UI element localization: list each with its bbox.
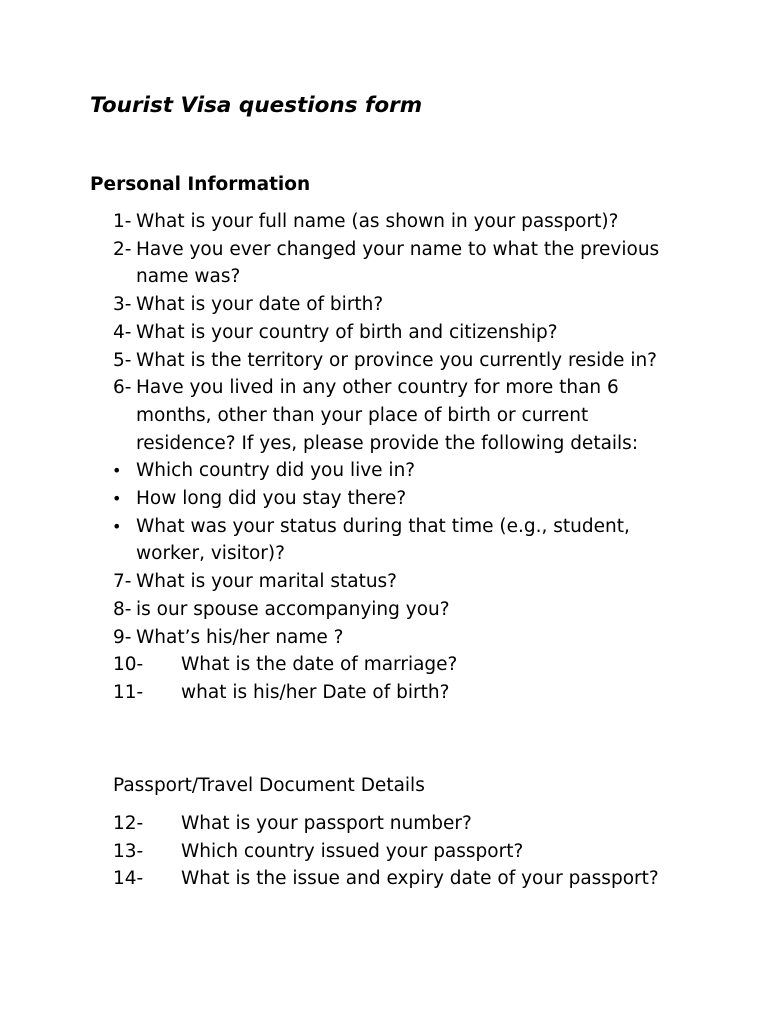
question-text: What is the date of marriage? xyxy=(181,654,458,676)
item-number: 5- xyxy=(113,349,132,371)
list-item xyxy=(0,838,681,866)
list-item xyxy=(0,319,681,347)
list-item xyxy=(0,596,681,624)
list-item xyxy=(0,208,681,236)
question-text: what is his/her Date of birth? xyxy=(181,681,450,703)
item-number: 8- xyxy=(113,598,132,620)
item-number: 12- xyxy=(113,813,144,834)
bullet-item xyxy=(0,485,681,513)
question-text: Which country issued your passport? xyxy=(181,840,524,862)
question-text: What is your passport number? xyxy=(181,813,472,834)
bullet-icon: • xyxy=(112,461,122,481)
bullet-item xyxy=(0,513,681,568)
section-heading-personal-information: Personal Information xyxy=(90,174,311,195)
list-item xyxy=(0,651,681,679)
question-text: What is the issue and expiry date of your passport? xyxy=(181,868,659,890)
question-text: Have you ever changed your name to what the previous name was? xyxy=(136,238,660,288)
question-text: How long did you stay there? xyxy=(136,488,407,510)
list-item xyxy=(0,347,681,375)
item-number: 7- xyxy=(113,571,132,593)
bullet-item xyxy=(0,457,681,485)
bullet-icon: • xyxy=(112,489,122,509)
question-text: What is your country of birth and citizenship? xyxy=(136,321,558,343)
item-number: 3- xyxy=(113,294,132,316)
question-text: What’s his/her name ? xyxy=(136,626,344,648)
item-number: 1- xyxy=(113,211,132,232)
question-text: What is your marital status? xyxy=(136,571,398,593)
item-number: 11- xyxy=(113,681,144,703)
question-text: What is your date of birth? xyxy=(136,294,384,316)
item-number: 10- xyxy=(113,654,144,676)
item-number: 9- xyxy=(113,626,132,648)
list-item xyxy=(0,624,681,652)
question-text: Have you lived in any other country for more than 6 months, other than your place of birth or current residence? If yes, please provide the following details: xyxy=(136,377,639,454)
list-item xyxy=(0,236,681,291)
passport-details-list xyxy=(0,810,681,893)
personal-information-list xyxy=(0,208,681,707)
section-heading-passport-details: Passport/Travel Document Details xyxy=(113,775,425,796)
bullet-icon: • xyxy=(112,516,122,536)
item-number: 14- xyxy=(113,868,144,890)
question-text: is our spouse accompanying you? xyxy=(136,598,450,620)
list-item xyxy=(0,679,681,707)
question-text: What is your full name (as shown in your passport)? xyxy=(136,211,619,232)
list-item xyxy=(0,374,681,457)
question-text: What is the territory or province you currently reside in? xyxy=(136,349,657,371)
list-item xyxy=(0,865,681,893)
item-number: 2- xyxy=(113,238,132,260)
document-title: Tourist Visa questions form xyxy=(90,93,423,118)
question-text: Which country did you live in? xyxy=(136,460,416,482)
question-text: What was your status during that time (e.g., student, worker, visitor)? xyxy=(136,515,630,565)
item-number: 4- xyxy=(113,321,132,343)
item-number: 13- xyxy=(113,840,144,862)
list-item xyxy=(0,291,681,319)
list-item xyxy=(0,810,681,838)
item-number: 6- xyxy=(113,377,132,399)
list-item xyxy=(0,568,681,596)
